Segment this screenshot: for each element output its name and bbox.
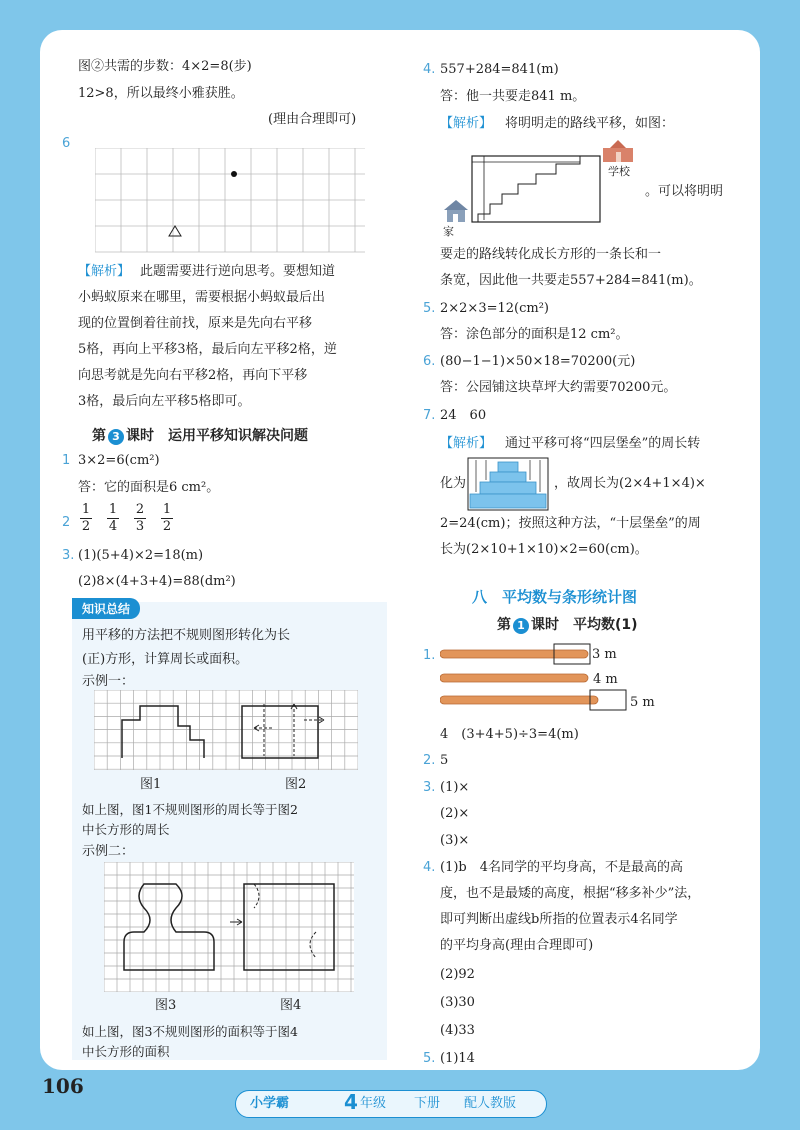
- figure-2-caption: 图2: [285, 777, 307, 792]
- q5-answer: 答：涂色部分的面积是12 cm²。: [440, 327, 629, 342]
- fortress-diagram: [466, 456, 552, 514]
- left-line-3: (理由合理即可): [268, 112, 357, 127]
- unit-title: 八 平均数与条形统计图: [472, 588, 638, 606]
- q7-analysis-4: 长为(2×10+1×10)×2=60(cm)。: [440, 542, 648, 557]
- b4-part: (4)33: [440, 1023, 475, 1038]
- q4-analysis-4: 条宽，因此他一共要走557+284=841(m)。: [440, 273, 702, 288]
- lesson-suffix: 课时 运用平移知识解决问题: [126, 428, 308, 444]
- home-icon: [444, 200, 468, 222]
- route-diagram: [440, 140, 640, 236]
- q3-part-2: (2)8×(4+3+4)=88(dm²): [78, 574, 236, 589]
- b3-answer: (2)×: [440, 806, 470, 821]
- fraction: 1 4: [108, 502, 118, 534]
- b3-number: 3.: [423, 780, 436, 795]
- q7-number: 7.: [423, 408, 436, 423]
- example-2-text-2: 中长方形的面积: [82, 1044, 170, 1059]
- b4-line-3: 即可判断出虚线b所指的位置表示4名同学: [440, 912, 678, 927]
- fraction: 1 2: [162, 502, 172, 534]
- q7-analysis-tag: 【解析】: [440, 436, 493, 451]
- q7-analysis-3: 2=24(cm)；按照这种方法，“十层堡垒”的周: [440, 516, 701, 531]
- analysis-line: 3格，最后向左平移5格即可。: [78, 394, 251, 409]
- analysis-line: 向思考就是先向右平移2格，再向下平移: [78, 368, 308, 383]
- b5-number: 5.: [423, 1051, 436, 1066]
- q7-answer: 24 60: [440, 408, 487, 423]
- example-2-label: 示例二：: [82, 844, 135, 859]
- fraction: 1 2: [81, 502, 91, 534]
- analysis-line: 此题需要进行逆向思考。要想知道: [140, 264, 336, 279]
- example-1-text-2: 中长方形的周长: [82, 822, 170, 837]
- fraction: 2 3: [135, 502, 145, 534]
- lesson-3-title: [92, 425, 308, 445]
- left-line-1: 图②共需的步数：4×2=8(步): [78, 59, 252, 74]
- page-number: 106: [42, 1074, 84, 1098]
- home-label: 家: [443, 225, 454, 238]
- q1-answer: 答：它的面积是6 cm²。: [78, 480, 220, 495]
- b2-answer: 5: [440, 753, 449, 768]
- summary-line-2: (正)方形，计算周长或面积。: [82, 652, 249, 667]
- b4-number: 4.: [423, 860, 436, 875]
- example-1-text-1: 如上图，图1不规则图形的周长等于图2: [82, 802, 298, 817]
- footer-brand: 小学霸: [250, 1096, 290, 1111]
- lesson-1-title: [497, 614, 638, 634]
- analysis-line: 小蚂蚁原来在哪里，需要根据小蚂蚁最后出: [78, 290, 326, 305]
- q5-number: 5.: [423, 301, 436, 316]
- summary-line-1: 用平移的方法把不规则图形转化为长: [82, 628, 291, 643]
- stick-label: 5 m: [630, 695, 655, 710]
- ant-end-dot: [231, 171, 237, 177]
- stick-label: 3 m: [592, 647, 617, 662]
- footer-grade-number: 4: [344, 1090, 358, 1114]
- q4-calc: 557+284=841(m): [440, 62, 559, 77]
- example-2-text-1: 如上图，图3不规则图形的面积等于图4: [82, 1024, 298, 1039]
- analysis-line: 5格，再向上平移3格，最后向左平移2格，逆: [78, 342, 337, 357]
- q6-number: 6.: [423, 354, 436, 369]
- b4-line-1: (1)b 4名同学的平均身高，不是最高的高: [440, 860, 684, 875]
- ant-grid: [95, 148, 365, 253]
- q4-analysis-tag: 【解析】: [440, 116, 493, 131]
- b2-number: 2.: [423, 753, 436, 768]
- b4-line-2: 度，也不是最矮的高度，根据“移多补少”法，: [440, 886, 701, 901]
- b1-calc: 4 (3+4+5)÷3=4(m): [440, 727, 579, 742]
- b1-number: 1.: [423, 648, 436, 663]
- triangle-icon: [169, 226, 181, 236]
- footer-grade: 年级: [360, 1096, 387, 1111]
- route-stairs: [478, 156, 580, 222]
- q3-part-1: (1)(5+4)×2=18(m): [78, 548, 204, 563]
- lesson-prefix: 第: [497, 617, 511, 633]
- knowledge-summary-badge: 知识总结: [72, 598, 140, 619]
- analysis-tag: 【解析】: [78, 264, 131, 279]
- school-icon: [603, 140, 633, 162]
- stick-4m: [440, 674, 588, 682]
- footer-banner: [235, 1090, 547, 1118]
- lesson-prefix: 第: [92, 428, 106, 444]
- q7-analysis-2a: 化为: [440, 476, 467, 491]
- example-2-figures: [104, 862, 354, 992]
- q4-number: 4.: [423, 62, 436, 77]
- q4-analysis-3: 要走的路线转化成长方形的一条长和一: [440, 247, 662, 262]
- example-1-figures: [94, 690, 358, 770]
- q4-answer: 答：他一共要走841 m。: [440, 89, 586, 104]
- question-6-number: 6: [62, 136, 71, 151]
- stick-3m: [440, 650, 588, 658]
- q7-analysis-1: 通过平移可将“四层堡垒”的周长转: [505, 436, 701, 451]
- q7-analysis-2b: ，故周长为(2×4+1×4)×: [554, 476, 706, 491]
- stick-5m: [440, 696, 598, 704]
- b4-part: (2)92: [440, 967, 475, 982]
- footer-term: 下册: [414, 1096, 441, 1111]
- figure-1-caption: 图1: [140, 777, 162, 792]
- footer-edition: 配人教版: [464, 1096, 517, 1111]
- q1-calc: 3×2=6(cm²): [78, 453, 160, 468]
- lesson-number-badge: 3: [108, 429, 124, 445]
- stick-label: 4 m: [593, 672, 618, 687]
- b3-answer: (3)×: [440, 833, 470, 848]
- b3-answer: (1)×: [440, 780, 470, 795]
- q6-calc: (80−1−1)×50×18=70200(元): [440, 354, 636, 369]
- q1-number: 1: [62, 453, 71, 468]
- b4-line-4: 的平均身高(理由合理即可): [440, 938, 594, 953]
- q4-analysis-1: 将明明走的路线平移，如图：: [505, 116, 675, 131]
- q6-answer: 答：公园铺这块草坪大约需要70200元。: [440, 380, 677, 395]
- lesson-number-badge: 1: [513, 618, 529, 634]
- example-1-label: 示例一：: [82, 674, 135, 689]
- analysis-line: 现的位置倒着往前找，原来是先向右平移: [78, 316, 313, 331]
- figure-4-caption: 图4: [280, 998, 302, 1013]
- school-label: 学校: [608, 165, 630, 178]
- left-line-2: 12>8，所以最终小雅获胜。: [78, 86, 244, 101]
- q5-calc: 2×2×3=12(cm²): [440, 301, 549, 316]
- b4-part: (3)30: [440, 995, 475, 1010]
- route-rectangle: [472, 156, 600, 222]
- q2-number: 2: [62, 515, 71, 530]
- figure-3-caption: 图3: [155, 998, 177, 1013]
- q4-analysis-2: 。可以将明明: [645, 184, 724, 199]
- lesson-suffix: 课时 平均数(1): [531, 617, 638, 633]
- q3-number: 3.: [62, 548, 75, 563]
- b5-answer: (1)14: [440, 1051, 475, 1066]
